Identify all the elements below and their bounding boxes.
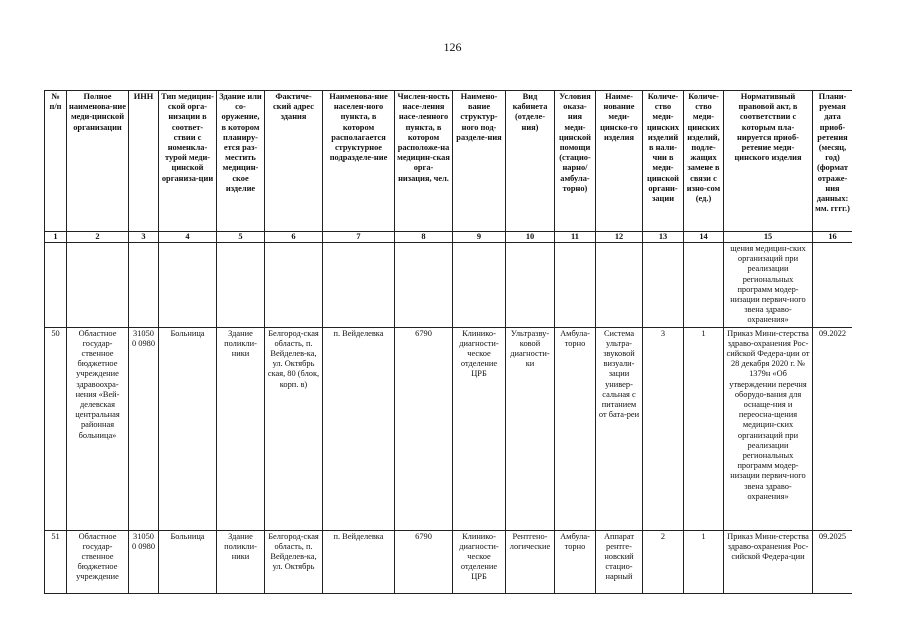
organization-name: Областное государ-ственное бюджетное учреждение здравоохра-нения «Вей-делевская центральная районная больница» bbox=[67, 327, 129, 530]
column-number: 11 bbox=[555, 232, 596, 243]
subdivision: Клинико-диагности-ческое отделение ЦРБ bbox=[453, 530, 506, 593]
inn: 310500 0980 bbox=[129, 327, 159, 530]
cabinet-type: Рентгено-логические bbox=[506, 530, 555, 593]
address: Белгород-ская область, п. Вейделев-ка, ул. Октябрь bbox=[265, 530, 323, 593]
empty-cell bbox=[395, 243, 453, 328]
empty-cell bbox=[643, 243, 684, 328]
header-cell: ИНН bbox=[129, 91, 159, 232]
registry-table-container bbox=[44, 90, 852, 640]
column-number: 2 bbox=[67, 232, 129, 243]
medical-equipment-table bbox=[44, 90, 852, 594]
purchase-date: 09.2022 bbox=[813, 327, 853, 530]
table-row bbox=[45, 327, 853, 530]
column-number: 1 bbox=[45, 232, 67, 243]
header-cell: Наиме-нование меди-цинско-го изделия bbox=[596, 91, 643, 232]
organization-name: Областное государ-ственное бюджетное учреждение bbox=[67, 530, 129, 593]
empty-cell bbox=[159, 243, 217, 328]
legal-act: Приказ Мини-стерства здраво-охранения Рос-сийской Федера-ции от 28 декабря 2020 г. № 1379н «Об утверждении перечня оборудо-вания для оснаще-ния и переосна-щения медицин-ских организаций при реализации региональных программ модер-низации первич-ного звена здраво-охранения» bbox=[724, 327, 813, 530]
column-number: 5 bbox=[217, 232, 265, 243]
building: Здание поликли-ники bbox=[217, 530, 265, 593]
column-number: 3 bbox=[129, 232, 159, 243]
header-cell: Условия оказа-ния меди-цинской помощи (стацио-нарно/ амбула-торно) bbox=[555, 91, 596, 232]
settlement: п. Вейделевка bbox=[323, 530, 395, 593]
empty-cell bbox=[453, 243, 506, 328]
address: Белгород-ская область, п. Вейделев-ка, ул. Октябрь ская, 80 (блок, корп. в) bbox=[265, 327, 323, 530]
header-cell: Нормативный правовой акт, в соответствии с которым пла-нируется приоб-ретение меди-цинского изделия bbox=[724, 91, 813, 232]
qty-available: 3 bbox=[643, 327, 684, 530]
page-number: 126 bbox=[443, 40, 462, 54]
column-number: 8 bbox=[395, 232, 453, 243]
header-cell: Наименова-ние населен-ного пункта, в котором располагается структурное подразделе-ние bbox=[323, 91, 395, 232]
inn: 310500 0980 bbox=[129, 530, 159, 593]
empty-cell bbox=[323, 243, 395, 328]
device-name: Система ультра-звуковой визуали-зации универ-сальная с питанием от бата-реи bbox=[596, 327, 643, 530]
qty-replace: 1 bbox=[684, 327, 724, 530]
column-number: 13 bbox=[643, 232, 684, 243]
column-number: 12 bbox=[596, 232, 643, 243]
organization-type: Больница bbox=[159, 530, 217, 593]
column-number: 7 bbox=[323, 232, 395, 243]
column-number: 14 bbox=[684, 232, 724, 243]
header-cell: Плани-руемая дата приоб-ретения (месяц, год) (формат отраже-ния данных: мм. гггг.) bbox=[813, 91, 853, 232]
qty-available: 2 bbox=[643, 530, 684, 593]
header-cell: Фактиче-ский адрес здания bbox=[265, 91, 323, 232]
empty-cell bbox=[45, 243, 67, 328]
empty-cell bbox=[129, 243, 159, 328]
legal-act: Приказ Мини-стерства здраво-охранения Рос-сийской Федера-ции bbox=[724, 530, 813, 593]
column-number: 4 bbox=[159, 232, 217, 243]
care-conditions: Амбула-торно bbox=[555, 530, 596, 593]
empty-cell bbox=[506, 243, 555, 328]
cabinet-type: Ультразву-ковой диагности-ки bbox=[506, 327, 555, 530]
empty-cell bbox=[217, 243, 265, 328]
care-conditions: Амбула-торно bbox=[555, 327, 596, 530]
header-cell: Вид кабинета (отделе-ния) bbox=[506, 91, 555, 232]
column-number: 15 bbox=[724, 232, 813, 243]
empty-cell bbox=[684, 243, 724, 328]
header-row bbox=[45, 91, 853, 232]
empty-cell bbox=[265, 243, 323, 328]
row-number: 51 bbox=[45, 530, 67, 593]
settlement: п. Вейделевка bbox=[323, 327, 395, 530]
header-cell: Тип медицин-ской орга-низации в соответ-ствии с номенкла-турой меди-цинской организа-ции bbox=[159, 91, 217, 232]
column-number: 16 bbox=[813, 232, 853, 243]
empty-cell bbox=[67, 243, 129, 328]
column-number: 6 bbox=[265, 232, 323, 243]
header-cell: Количе-ство меди-цинских изделий, подле-жащих замене в связи с изно-сом (ед.) bbox=[684, 91, 724, 232]
header-cell: Здание или со-оружение, в котором планиру-ется раз-местить медицин-ское изделие bbox=[217, 91, 265, 232]
header-cell: Наимено-вание структур-ного под-разделе-ния bbox=[453, 91, 506, 232]
header-cell: Полное наименова-ние меди-цинской организации bbox=[67, 91, 129, 232]
empty-cell bbox=[813, 243, 853, 328]
subdivision: Клинико-диагности-ческое отделение ЦРБ bbox=[453, 327, 506, 530]
purchase-date: 09.2025 bbox=[813, 530, 853, 593]
header-cell: № п/п bbox=[45, 91, 67, 232]
legal-act-continuation: щения медицин-ских организаций при реализации региональных программ модер-низации первич-ного звена здраво-охранения» bbox=[724, 243, 813, 328]
building: Здание поликли-ники bbox=[217, 327, 265, 530]
table-row bbox=[45, 530, 853, 593]
continuation-row bbox=[45, 243, 853, 328]
organization-type: Больница bbox=[159, 327, 217, 530]
header-cell: Количе-ство меди-цинских изделий в нали-чии в меди-цинской органи-зации bbox=[643, 91, 684, 232]
header-cell: Числен-ность насе-ления насе-ленного пункта, в котором расположе-на медицин-ская орга-низация, чел. bbox=[395, 91, 453, 232]
column-number: 9 bbox=[453, 232, 506, 243]
empty-cell bbox=[596, 243, 643, 328]
empty-cell bbox=[555, 243, 596, 328]
row-number: 50 bbox=[45, 327, 67, 530]
population: 6790 bbox=[395, 327, 453, 530]
column-number-row bbox=[45, 232, 853, 243]
population: 6790 bbox=[395, 530, 453, 593]
qty-replace: 1 bbox=[684, 530, 724, 593]
device-name: Аппарат рентге-новский стацио-нарный bbox=[596, 530, 643, 593]
column-number: 10 bbox=[506, 232, 555, 243]
